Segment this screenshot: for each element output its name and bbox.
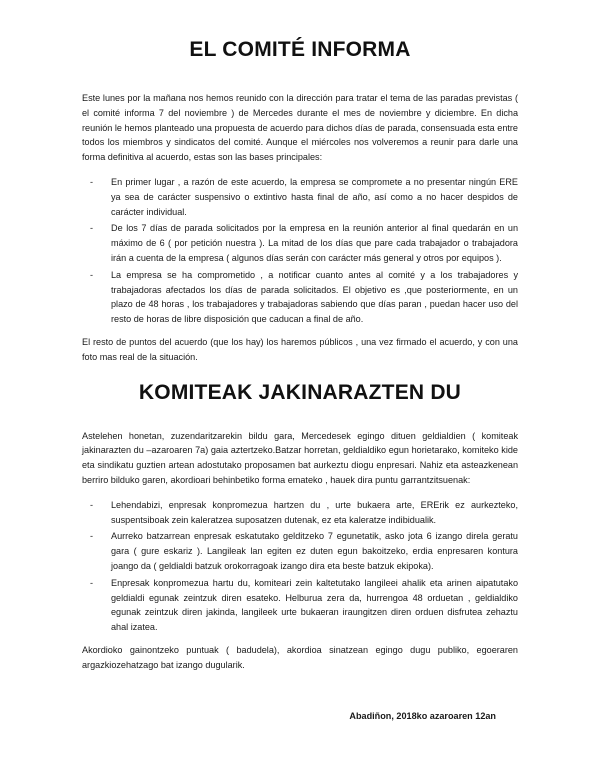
spanish-bullet-list: [82, 175, 518, 327]
spanish-bullet-text: De los 7 días de parada solicitados por la empresa en la reunión anterior al final quedarán en un máximo de 6 ( por petición nuestra ). La mitad de los días que pare cada trabajador o trabajadora irán a cuenta de la empresa ( algunos días serán con carácter más general y otros por equipos ).: [111, 223, 518, 263]
spanish-bullet-item: [82, 221, 518, 265]
dash-bullet-icon: -: [90, 531, 94, 542]
dash-bullet-icon: -: [90, 269, 94, 280]
basque-bullet-text: Lehendabizi, enpresak konpromezua hartzen du , urte bukaera arte, ERErik ez aurkezteko, suspentsiboak zein kaleratzea suposatzen dutenak, ez eta kaleratze indibidualik.: [111, 499, 518, 525]
spanish-bullet-item: [82, 268, 518, 327]
basque-bullet-list: [82, 498, 518, 635]
spanish-intro: Este lunes por la mañana nos hemos reunido con la dirección para tratar el tema de las paradas previstas ( el comité informa 7 del noviembre ) de Mercedes durante el mes de noviembre y diciembre. En dicha reunión le hemos planteado una propuesta de acuerdo para dichos días de parada, consensuada esta entre todos los miembros y sindicatos del comité. Aunque el miércoles nos volveremos a reunir para darle una forma definitiva al acuerdo, estas son las bases principales:: [82, 93, 518, 163]
spanish-bullet-item: [82, 175, 518, 219]
basque-intro: Astelehen honetan, zuzendaritzarekin bildu gara, Mercedesek egingo dituen geldialdien ( komiteak jakinarazten du –azaroaren 7a) gaia aztertzeko.Batzar horretan, geldialdiko egun horietarako, komiteko kide eta sindikatu guztien artean adostutako proposamen bat aurkeztu diogu enpresari. Nahiz eta asteazkenean berriro bilduko garen, akordioari behinbetiko forma emateko , hauek dira puntu garrantzitsuenak:: [82, 430, 518, 485]
spanish-bullet-text: La empresa se ha comprometido , a notificar cuanto antes al comité y a los trabajadores y trabajadoras afectados los días de parada solicitados. El objetivo es ,que posteriormente, en un plazo de 48 horas , los trabajadores y trabajadoras sabiendo que días paran , puedan hacer uso del resto de horas de libre disposición que caducan a final de año.: [111, 269, 518, 325]
spanish-closing: El resto de puntos del acuerdo (que los hay) los haremos públicos , una vez firmado el acuerdo, y con una foto mas real de la situación.: [82, 336, 518, 362]
dash-bullet-icon: -: [90, 176, 94, 187]
spanish-bullet-text: En primer lugar , a razón de este acuerdo, la empresa se compromete a no presentar ningún ERE ya sea de carácter suspensivo o extintivo hasta final de año, así como a no hacer despidos de carácter individual.: [111, 176, 518, 217]
spanish-title: EL COMITÉ INFORMA: [189, 38, 411, 61]
basque-title: KOMITEAK JAKINARAZTEN DU: [138, 380, 462, 404]
basque-bullet-item: [82, 498, 518, 528]
dash-bullet-icon: -: [90, 223, 94, 234]
basque-bullet-text: Enpresak konpromezua hartu du, komiteari zein kaltetutako langileei ahalik eta arinen aipatutako geldialdi egunak zeintzuk diren esateko. Helburua zera da, hurrengoa 48 orduetan , geldialdiko egunak zeintzuk diren jakinda, langileek urte bukaeran iraungitzen diren orduen disfrutea zehaztu ahal izatea.: [111, 577, 518, 633]
signature-line: Abadiñon, 2018ko azaroaren 12an: [349, 710, 496, 721]
basque-bullet-item: [82, 529, 518, 573]
basque-bullet-text: Aurreko batzarrean enpresak eskatutako gelditzeko 7 egunetatik, asko jota 6 izango direla geratu gara ( gure eskariz ). Langileak lan egiten ez duten egun bakoitzeko, erdia enpresaren kontura joango da ( geldialdi batzuk orokorragoak izango dira eta beste batzuk ekipoka).: [111, 531, 518, 571]
dash-bullet-icon: -: [90, 499, 94, 510]
dash-bullet-icon: -: [90, 577, 94, 588]
basque-closing: Akordioko gainontzeko puntuak ( badudela), akordioa sinatzean egingo dugu publiko, egoeraren argazkiozehatzago bat izango dugularik.: [82, 644, 518, 670]
basque-bullet-item: [82, 576, 518, 635]
